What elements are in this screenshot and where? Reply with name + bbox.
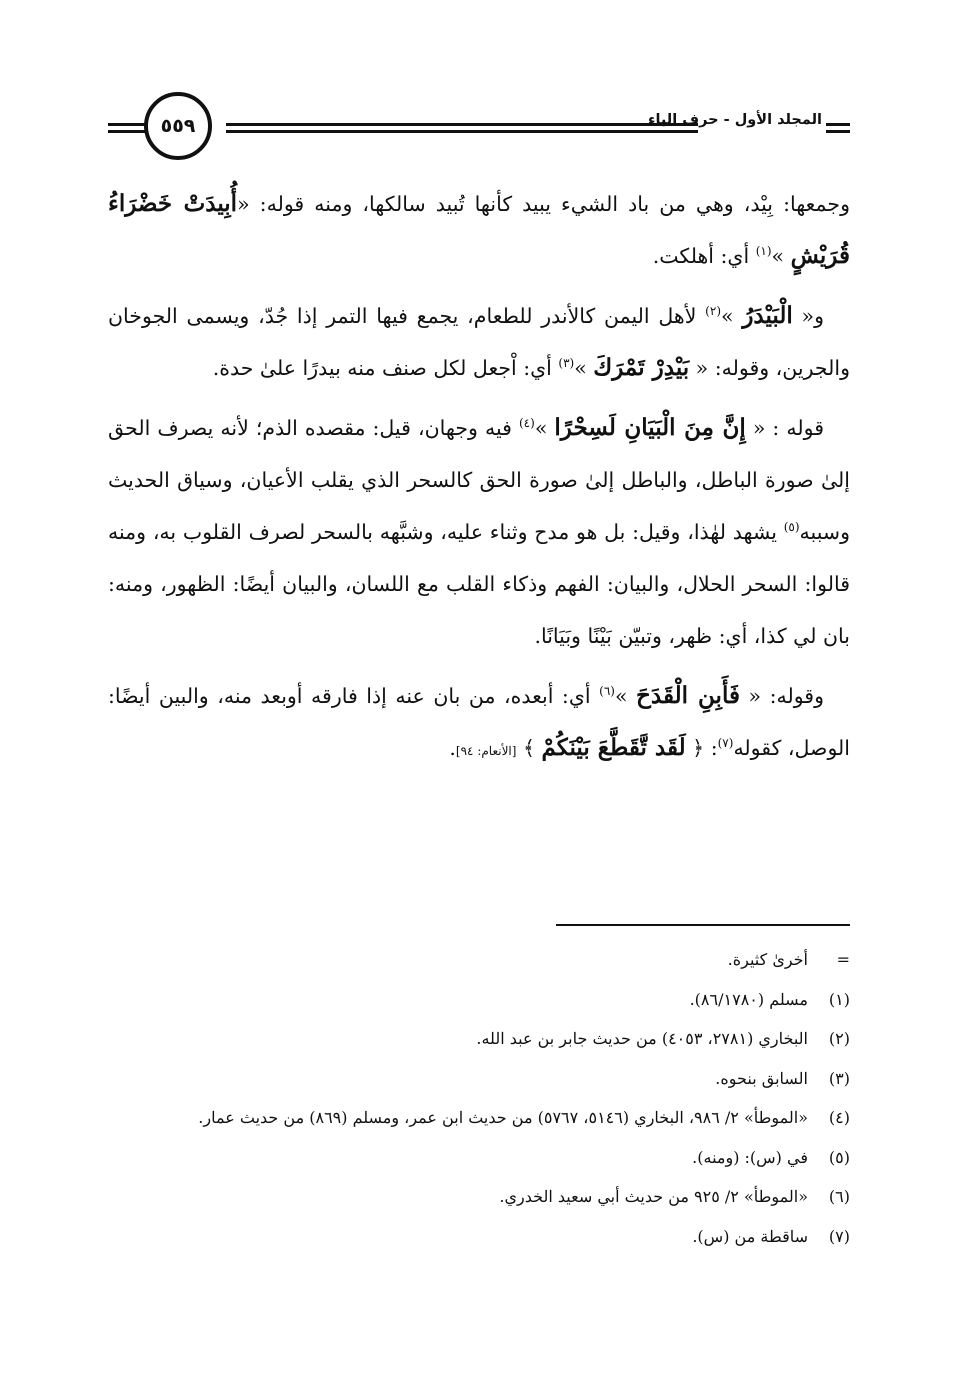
text-run: » xyxy=(574,356,594,380)
quran-verse: لَقَد تَّقَطَّعَ بَيْنَكُمْ xyxy=(541,734,686,761)
text-run: لأهل اليمن كالأندر للطعام، يجمع فيها التمر إذا جُدّ، ويسمى الجوخان والجرين، وقوله: « xyxy=(108,304,850,380)
running-title: المجلد الأول - حرف الباء xyxy=(648,112,822,128)
text-run: أي: اْجعل لكل صنف منه بيدرًا علىٰ حدة. xyxy=(212,356,559,380)
header-rule xyxy=(826,123,850,126)
footnote-text: أخرىٰ كثيرة. xyxy=(727,950,808,969)
text-run: » xyxy=(614,684,637,708)
footnote-item xyxy=(108,1177,850,1217)
footnote-ref: (١) xyxy=(755,244,772,259)
footnote-item xyxy=(108,940,850,980)
text-run: و« xyxy=(792,304,824,328)
footnote-text: «الموطأ» ٢/ ٩٨٦، البخاري (٥١٤٦، ٥٧٦٧) من حديث ابن عمر، ومسلم (٨٦٩) من حديث عمار. xyxy=(198,1108,808,1127)
hadith-phrase: فَأَبِنِ الْقَدَحَ xyxy=(636,682,740,709)
footnote-separator xyxy=(556,924,850,926)
text-run: » xyxy=(771,244,791,268)
footnote-ref: (٢) xyxy=(705,304,721,319)
footnote-number: (٦) xyxy=(828,1187,850,1206)
header-rule xyxy=(226,130,698,133)
text-run: قوله : « xyxy=(745,416,825,440)
text-run: فيه وجهان، قيل: مقصده الذم؛ لأنه يصرف الحق إلىٰ صورة الباطل، والباطل إلىٰ صورة الحق كالسحر الذي يقلب الأعيان، وسياق الحديث وسببه xyxy=(108,416,850,544)
page-header xyxy=(108,88,850,168)
paragraph-2 xyxy=(108,290,850,394)
text-run: » xyxy=(534,416,555,440)
footnote-number: (٥) xyxy=(828,1147,850,1167)
text-run: أي: أبعده، من بان عنه إذا فارقه أوبعد منه، والبين أيضًا: الوصل، كقوله xyxy=(108,684,850,760)
footnote-ref: (٤) xyxy=(518,416,535,431)
footnote-item xyxy=(108,980,850,1020)
footnote-text: ساقطة من (س). xyxy=(692,1226,808,1246)
footnote-text: في (س): (ومنه). xyxy=(692,1147,808,1167)
main-text xyxy=(108,178,850,785)
header-rule xyxy=(108,123,146,126)
text-run: » xyxy=(721,304,743,328)
footnote-ref: (٣) xyxy=(558,356,575,371)
footnotes xyxy=(108,940,850,1256)
page-number-badge xyxy=(144,92,212,160)
paragraph-3 xyxy=(108,402,850,662)
header-rule xyxy=(826,130,850,133)
footnote-text: السابق بنحوه. xyxy=(715,1068,808,1088)
footnote-number: (٧) xyxy=(828,1226,850,1246)
hadith-phrase: إِنَّ مِنَ الْبَيَانِ لَسِحْرًا xyxy=(554,414,746,441)
text-run: ﴾ xyxy=(516,736,542,760)
footnote-item xyxy=(108,1059,850,1099)
page-number: ٥٥٩ xyxy=(160,115,196,137)
footnote-number: (٣) xyxy=(828,1068,850,1088)
footnote-item xyxy=(108,1217,850,1257)
footnote-number: (٢) xyxy=(828,1029,850,1048)
footnote-text: «الموطأ» ٢/ ٩٢٥ من حديث أبي سعيد الخدري. xyxy=(499,1187,808,1206)
text-run: : ﴿ xyxy=(685,736,718,760)
header-rule xyxy=(226,123,698,126)
footnote-item xyxy=(108,1138,850,1178)
footnote-text: البخاري (٢٧٨١، ٤٠٥٣) من حديث جابر بن عبد الله. xyxy=(476,1029,808,1048)
verse-reference: [الأنعام: ٩٤] xyxy=(455,744,517,758)
footnote-number: (١) xyxy=(828,989,850,1009)
footnote-text: مسلم (٨٦/١٧٨٠). xyxy=(689,989,808,1009)
footnote-number: = xyxy=(836,950,850,969)
text-run: وقوله: « xyxy=(739,684,825,708)
footnote-item xyxy=(108,1019,850,1059)
paragraph-4 xyxy=(108,670,850,777)
footnote-ref: (٥) xyxy=(783,520,800,535)
header-rule xyxy=(108,130,146,133)
paragraph-1 xyxy=(108,178,850,282)
text-run: . xyxy=(449,736,456,760)
hadith-phrase: أُبِيدَتْ خَضْرَاءُ قُرَيْشٍ xyxy=(108,190,850,269)
footnote-ref: (٧) xyxy=(717,736,734,751)
text-run: وجمعها: بِيْد، وهي من باد الشيء يبيد كأنها تُبيد سالكها، ومنه قوله: « xyxy=(237,192,850,216)
footnote-number: (٤) xyxy=(828,1108,850,1127)
hadith-phrase: بَيْدِرْ تَمْرَكَ xyxy=(593,354,690,381)
footnote-ref: (٦) xyxy=(599,684,615,699)
text-run: أي: أهلكت. xyxy=(652,244,756,268)
hadith-phrase: الْبَيْدَرُ xyxy=(742,302,793,329)
text-run: يشهد لهٰذا، وقيل: بل هو مدح وثناء عليه، وشبَّهه بالسحر لصرف القلوب به، ومنه قالوا: السحر الحلال، والبيان: الفهم وذكاء القلب مع اللسان، والبيان أيضًا: الظهور، ومنه: بان لي كذا، أي: ظهر، وتبيّن بَيْنًا وبَيَانًا. xyxy=(108,520,850,648)
footnote-item xyxy=(108,1098,850,1138)
